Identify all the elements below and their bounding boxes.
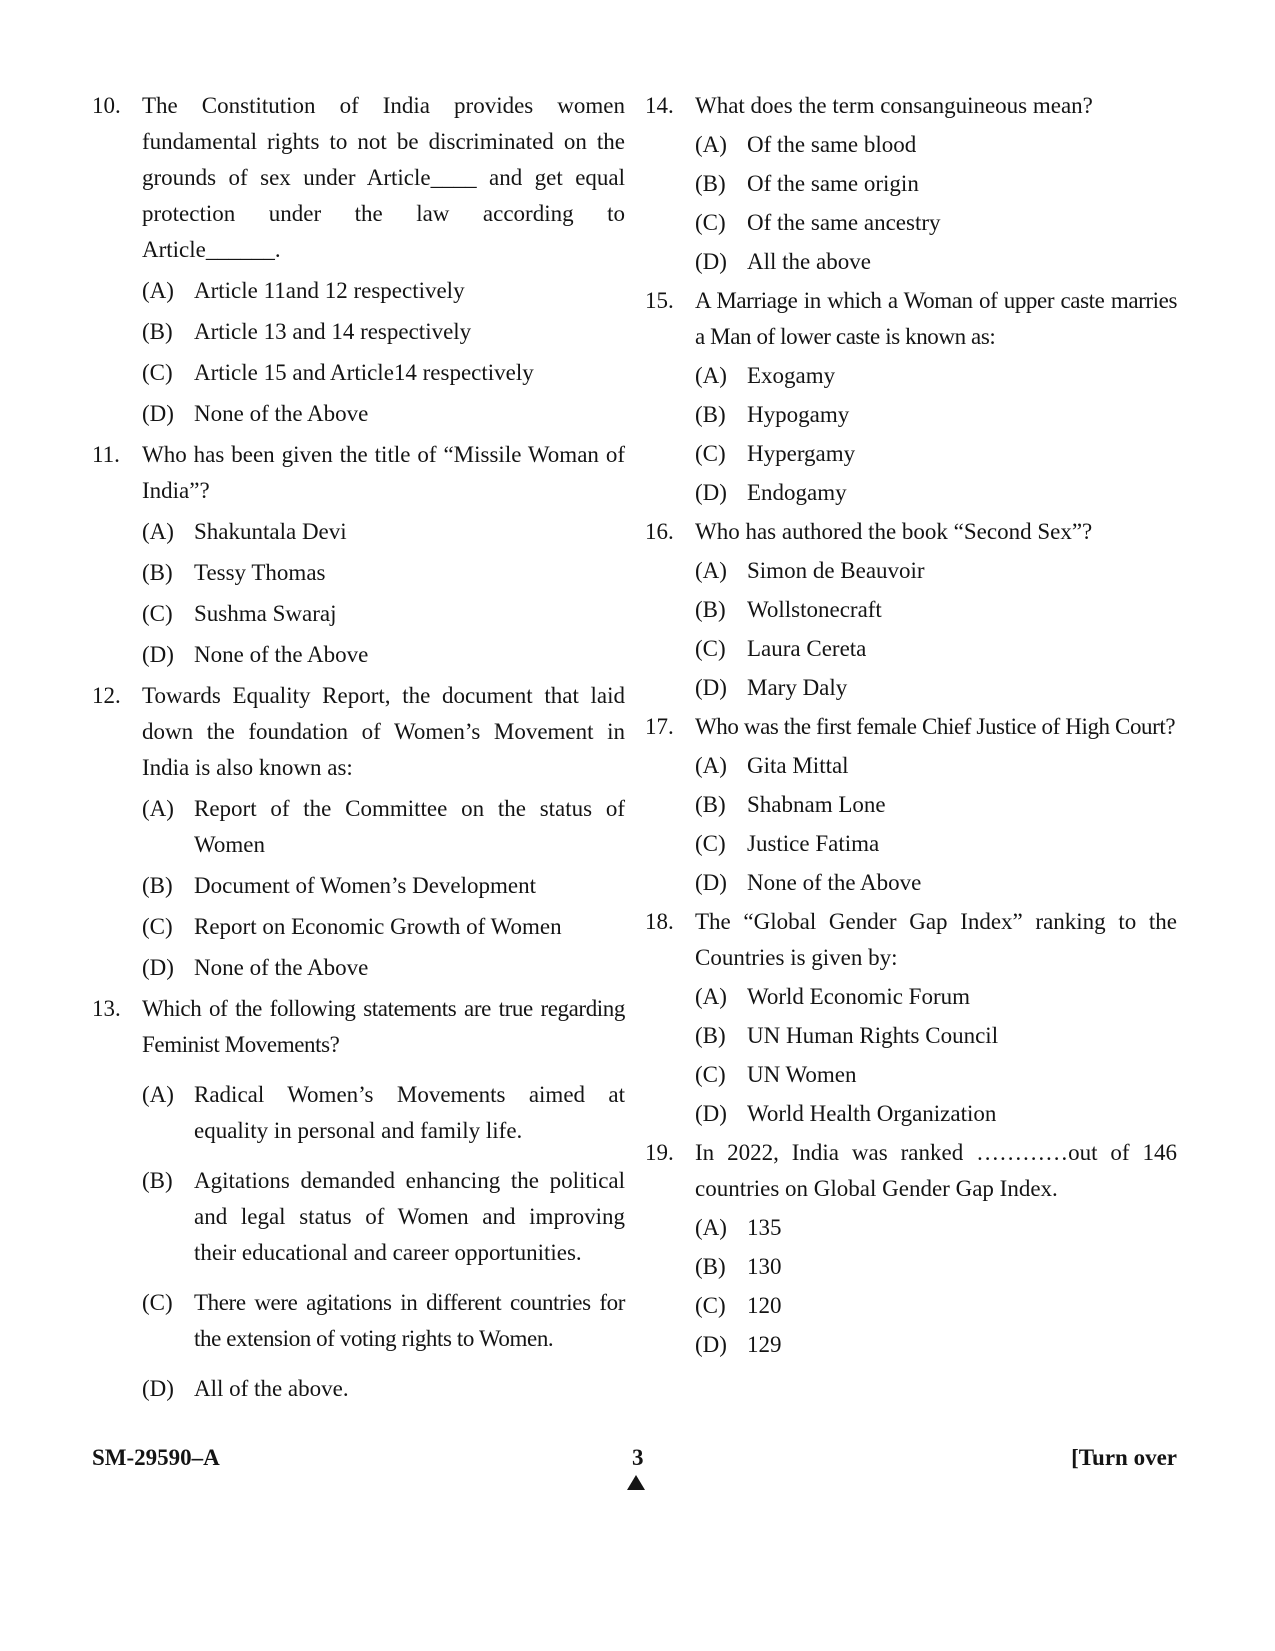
option-text: Shakuntala Devi [194,519,347,544]
left-column [92,88,625,1412]
option-label: (D) [695,249,727,274]
question-10 [92,88,625,432]
option-b [92,314,625,350]
option-label: (B) [695,402,726,427]
option-text: Document of Women’s Development [194,873,537,898]
option-text: 120 [747,1293,782,1318]
question-number: 18. [645,909,674,934]
option-a [645,1210,1177,1246]
option-d [92,1371,625,1407]
option-d [92,950,625,986]
option-d [92,637,625,673]
option-b [645,1249,1177,1285]
option-label: (D) [695,1101,727,1126]
option-text: 130 [747,1254,782,1279]
option-b [645,397,1177,433]
option-label: (B) [142,873,173,898]
option-text: All of the above. [194,1376,349,1401]
question-16 [645,514,1177,706]
question-14 [645,88,1177,280]
option-text: World Economic Forum [747,984,971,1009]
option-text: Gita Mittal [747,753,849,778]
option-a [92,791,625,863]
option-a [92,273,625,309]
option-text: Mary Daly [747,675,848,700]
question-12 [92,678,625,986]
question-number: 15. [645,288,674,313]
triangle-marker-icon [627,1475,645,1490]
option-label: (D) [142,401,174,426]
option-d [645,865,1177,901]
option-b [645,592,1177,628]
option-d [92,396,625,432]
option-label: (D) [695,480,727,505]
question-number: 17. [645,714,674,739]
question-number: 11. [92,442,120,467]
option-label: (C) [142,360,173,385]
option-label: (C) [695,831,726,856]
option-label: (A) [695,753,727,778]
question-number: 12. [92,683,121,708]
option-c [92,596,625,632]
option-label: (D) [142,642,174,667]
option-text: Report of the Committee on the status of Women [194,796,625,857]
option-label: (C) [695,636,726,661]
option-label: (B) [695,1023,726,1048]
option-a [645,979,1177,1015]
option-a [645,553,1177,589]
option-b [92,555,625,591]
question-number: 16. [645,519,674,544]
option-label: (A) [695,132,727,157]
option-a [645,358,1177,394]
option-c [645,1057,1177,1093]
option-label: (C) [142,601,173,626]
option-text: Hypergamy [747,441,856,466]
option-d [645,1327,1177,1363]
option-text: Agitations demanded enhancing the political and legal status of Women and improving their educational and career opportunities. [194,1168,625,1265]
option-a [645,127,1177,163]
question-17 [645,709,1177,901]
option-label: (A) [695,363,727,388]
option-b [92,1163,625,1271]
option-text: Article 11and 12 respectively [194,278,465,303]
option-text: Shabnam Lone [747,792,886,817]
option-c [92,1285,625,1357]
option-text: Wollstonecraft [747,597,882,622]
option-text: There were agitations in different countries for the extension of voting rights to Women. [194,1290,625,1351]
question-text: The “Global Gender Gap Index” ranking to the Countries is given by: [695,909,1177,970]
option-text: Laura Cereta [747,636,867,661]
option-c [645,826,1177,862]
paper-code: SM-29590–A [92,1445,220,1470]
option-label: (A) [142,1082,174,1107]
option-text: UN Women [747,1062,857,1087]
option-text: None of the Above [747,870,922,895]
question-number: 13. [92,996,121,1021]
option-label: (A) [695,558,727,583]
question-text: Who was the first female Chief Justice of High Court? [695,714,1176,739]
option-text: None of the Above [194,642,369,667]
option-label: (D) [142,955,174,980]
option-label: (A) [695,984,727,1009]
option-text: Of the same blood [747,132,917,157]
option-text: All the above [747,249,871,274]
option-text: None of the Above [194,401,369,426]
question-11 [92,437,625,673]
question-15 [645,283,1177,511]
question-text: The Constitution of India provides women fundamental rights to not be discriminated on the grounds of sex under Article____ and get equal protection under the law according to Article______. [142,93,625,262]
option-label: (B) [695,792,726,817]
option-text: None of the Above [194,955,369,980]
option-c [645,1288,1177,1324]
option-label: (A) [142,278,174,303]
question-number: 19. [645,1140,674,1165]
option-label: (A) [142,796,174,821]
option-d [645,475,1177,511]
option-label: (C) [695,1062,726,1087]
option-label: (C) [695,441,726,466]
option-label: (B) [695,597,726,622]
option-text: Simon de Beauvoir [747,558,925,583]
question-text: Towards Equality Report, the document that laid down the foundation of Women’s Movement in India is also known as: [142,683,625,780]
option-label: (D) [695,870,727,895]
option-d [645,670,1177,706]
option-text: Article 15 and Article14 respectively [194,360,534,385]
option-c [92,909,625,945]
option-text: 129 [747,1332,782,1357]
option-text: Endogamy [747,480,847,505]
option-label: (D) [142,1376,174,1401]
question-number: 14. [645,93,674,118]
option-text: 135 [747,1215,782,1240]
option-label: (C) [142,914,173,939]
option-text: Report on Economic Growth of Women [194,914,562,939]
option-b [645,1018,1177,1054]
option-b [92,868,625,904]
option-b [645,787,1177,823]
option-label: (B) [142,560,173,585]
option-label: (D) [695,675,727,700]
option-text: UN Human Rights Council [747,1023,999,1048]
question-18 [645,904,1177,1132]
question-text: Who has been given the title of “Missile Woman of India”? [142,442,625,503]
option-text: Of the same origin [747,171,919,196]
option-text: Tessy Thomas [194,560,326,585]
option-d [645,244,1177,280]
right-column [645,88,1177,1366]
page-footer [92,1445,1177,1505]
question-number: 10. [92,93,121,118]
question-13 [92,991,625,1407]
option-text: Hypogamy [747,402,850,427]
question-text: Which of the following statements are true regarding Feminist Movements? [142,996,625,1057]
option-label: (B) [695,1254,726,1279]
question-text: Who has authored the book “Second Sex”? [695,519,1093,544]
option-text: Radical Women’s Movements aimed at equality in personal and family life. [194,1082,625,1143]
turn-over-label: [Turn over [1071,1445,1177,1470]
option-text: Of the same ancestry [747,210,941,235]
option-label: (C) [695,210,726,235]
option-text: Exogamy [747,363,836,388]
page-number: 3 [632,1445,644,1470]
option-label: (C) [142,1290,173,1315]
question-text: A Marriage in which a Woman of upper caste marries a Man of lower caste is known as: [695,288,1177,349]
question-19 [645,1135,1177,1363]
option-a [92,514,625,550]
option-label: (B) [142,319,173,344]
option-a [92,1077,625,1149]
option-d [645,1096,1177,1132]
option-a [645,748,1177,784]
option-label: (A) [695,1215,727,1240]
option-label: (B) [142,1168,173,1193]
option-text: Justice Fatima [747,831,880,856]
option-label: (D) [695,1332,727,1357]
option-text: Sushma Swaraj [194,601,337,626]
question-text: What does the term consanguineous mean? [695,93,1093,118]
question-text: In 2022, India was ranked …………out of 146 countries on Global Gender Gap Index. [695,1140,1177,1201]
option-c [92,355,625,391]
option-label: (B) [695,171,726,196]
option-label: (C) [695,1293,726,1318]
option-c [645,436,1177,472]
option-text: Article 13 and 14 respectively [194,319,472,344]
option-c [645,205,1177,241]
option-text: World Health Organization [747,1101,997,1126]
option-c [645,631,1177,667]
option-b [645,166,1177,202]
option-label: (A) [142,519,174,544]
